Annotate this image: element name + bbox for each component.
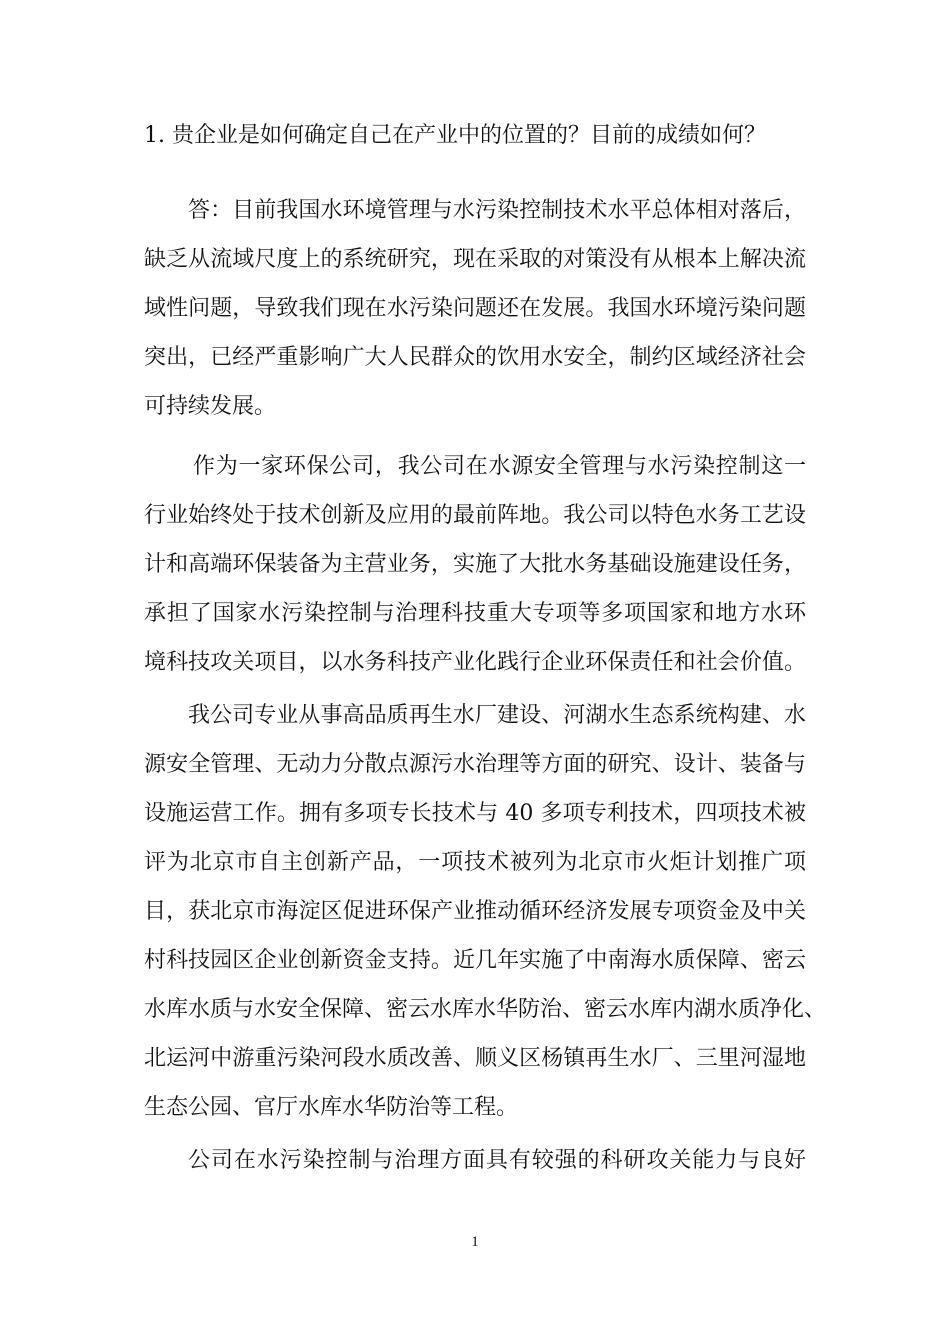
page-number: 1 <box>471 1234 479 1250</box>
paragraph-2-line-5: 境科技攻关项目，以水务科技产业化践行企业环保责任和社会价值。 <box>144 650 806 675</box>
paragraph-1-line-4: 突出，已经严重影响广大人民群众的饮用水安全，制约区域经济社会 <box>144 345 806 370</box>
paragraph-2-line-4: 承担了国家水污染控制与治理科技重大专项等多项国家和地方水环 <box>144 601 806 626</box>
paragraph-3-line-4: 评为北京市自主创新产品，一项技术被列为北京市火炬计划推广项 <box>144 850 806 875</box>
paragraph-3-line-5: 目，获北京市海淀区促进环保产业推动循环经济发展专项资金及中关 <box>144 899 806 924</box>
paragraph-3-line-1: 我公司专业从事高品质再生水厂建设、河湖水生态系统构建、水 <box>188 703 806 728</box>
paragraph-3-line-3: 设施运营工作。拥有多项专长技术与 40 多项专利技术，四项技术被 <box>144 801 806 826</box>
paragraph-4-line-1: 公司在水污染控制与治理方面具有较强的科研攻关能力与良好 <box>188 1148 806 1173</box>
paragraph-2-line-1: 作为一家环保公司，我公司在水源安全管理与水污染控制这一 <box>193 454 806 479</box>
paragraph-3-line-8: 北运河中游重污染河段水质改善、顺义区杨镇再生水厂、三里河湿地 <box>144 1046 806 1071</box>
paragraph-1-line-5: 可持续发展。 <box>144 394 277 419</box>
paragraph-1-line-2: 缺乏从流域尺度上的系统研究，现在采取的对策没有从根本上解决流 <box>144 247 806 272</box>
paragraph-2-line-2: 行业始终处于技术创新及应用的最前阵地。我公司以特色水务工艺设 <box>144 503 806 528</box>
paragraph-1-line-3: 域性问题，导致我们现在水污染问题还在发展。我国水环境污染问题 <box>144 296 806 321</box>
paragraph-1-line-1: 答：目前我国水环境管理与水污染控制技术水平总体相对落后， <box>188 198 806 223</box>
paragraph-3-line-7: 水库水质与水安全保障、密云水库水华防治、密云水库内湖水质净化、 <box>144 997 827 1022</box>
question-heading: 1. 贵企业是如何确定自己在产业中的位置的？目前的成绩如何？ <box>144 123 766 148</box>
paragraph-3-line-9: 生态公园、官厅水库水华防治等工程。 <box>144 1095 519 1120</box>
paragraph-3-line-2: 源安全管理、无动力分散点源污水治理等方面的研究、设计、装备与 <box>144 752 806 777</box>
paragraph-2-line-3: 计和高端环保装备为主营业务，实施了大批水务基础设施建设任务， <box>144 552 806 577</box>
paragraph-3-line-6: 村科技园区企业创新资金支持。近几年实施了中南海水质保障、密云 <box>144 948 806 973</box>
